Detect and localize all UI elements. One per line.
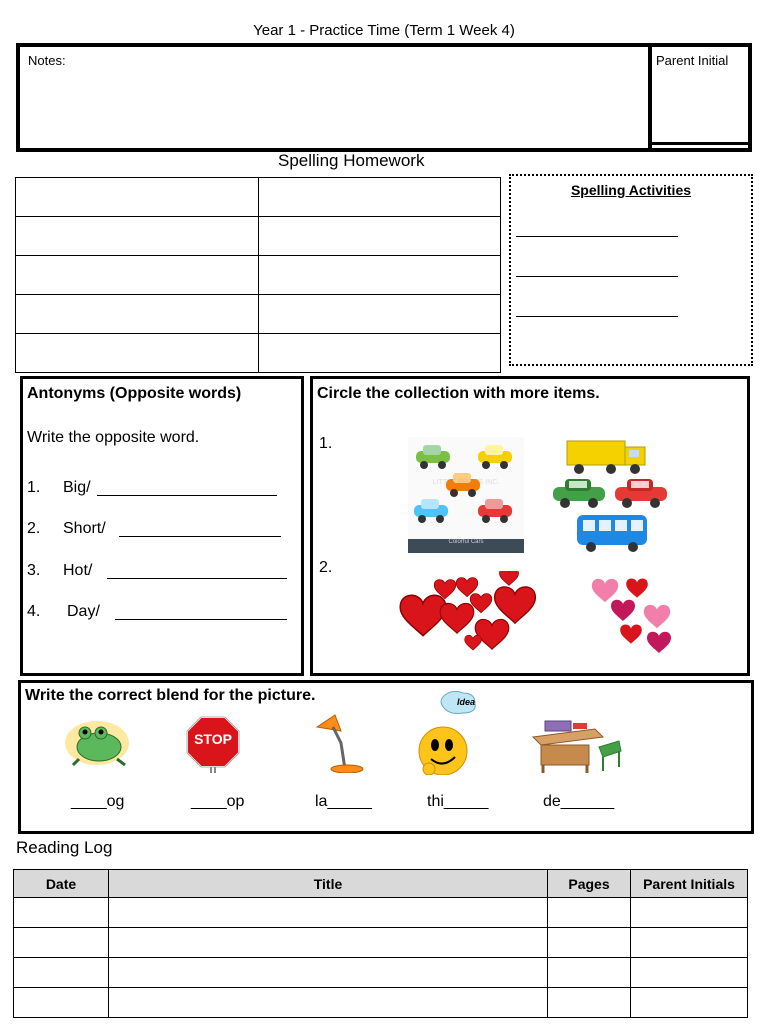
car-icon xyxy=(478,445,512,469)
antonym-answer-line[interactable] xyxy=(107,578,287,579)
cars-caption: Colorful Cars xyxy=(448,539,484,545)
column-header-parent-initials: Parent Initials xyxy=(631,870,748,898)
antonym-number: 1. xyxy=(27,479,41,496)
log-cell[interactable] xyxy=(548,928,631,958)
circle-title: Circle the collection with more items. xyxy=(317,385,600,402)
heart-icon xyxy=(495,587,536,623)
reading-log-title: Reading Log xyxy=(16,838,113,857)
parent-initial-label: Parent Initial xyxy=(656,53,729,68)
stop-sign-text: STOP xyxy=(194,731,232,747)
heart-icon xyxy=(400,595,446,635)
heart-icon xyxy=(499,571,518,585)
antonyms-instruction: Write the opposite word. xyxy=(27,429,200,446)
heart-icon xyxy=(626,579,648,598)
antonym-answer-line[interactable] xyxy=(115,619,287,620)
hearts-collection-small[interactable] xyxy=(589,574,679,659)
log-cell[interactable] xyxy=(631,898,748,928)
spelling-cell[interactable] xyxy=(16,295,259,334)
heart-icon xyxy=(620,625,642,644)
activity-line[interactable] xyxy=(516,236,678,237)
antonym-word: Day/ xyxy=(67,603,100,620)
heart-icon xyxy=(644,605,670,628)
heart-icon xyxy=(440,603,474,633)
spelling-cell[interactable] xyxy=(16,256,259,295)
table-row xyxy=(16,178,501,217)
table-row xyxy=(16,217,501,256)
spelling-cell[interactable] xyxy=(258,178,501,217)
antonym-answer-line[interactable] xyxy=(119,536,281,537)
question-number: 1. xyxy=(319,435,333,452)
table-row xyxy=(16,256,501,295)
bus-icon xyxy=(577,515,647,552)
spelling-cell[interactable] xyxy=(258,295,501,334)
table-row xyxy=(14,928,748,958)
spelling-cell[interactable] xyxy=(258,334,501,373)
table-row xyxy=(16,334,501,373)
vehicles-image xyxy=(551,437,679,555)
cars-collection-five[interactable] xyxy=(408,437,524,553)
column-header-pages: Pages xyxy=(548,870,631,898)
log-cell[interactable] xyxy=(109,928,548,958)
question-number: 2. xyxy=(319,559,333,576)
antonym-word: Short/ xyxy=(63,520,106,537)
log-cell[interactable] xyxy=(548,958,631,988)
circle-collection-box xyxy=(310,376,750,676)
antonym-answer-line[interactable] xyxy=(97,495,277,496)
car-icon xyxy=(478,499,512,523)
hearts-image xyxy=(397,571,547,663)
lamp-icon xyxy=(311,713,371,773)
column-header-title: Title xyxy=(109,870,548,898)
blend-title: Write the correct blend for the picture. xyxy=(25,687,316,704)
idea-bubble-text: Idea xyxy=(457,697,476,707)
notes-label: Notes: xyxy=(28,53,66,68)
spelling-table xyxy=(15,177,501,373)
hearts-image xyxy=(589,574,679,659)
log-cell[interactable] xyxy=(109,898,548,928)
table-row xyxy=(16,295,501,334)
antonym-number: 2. xyxy=(27,520,41,537)
car-icon xyxy=(416,445,450,469)
table-row xyxy=(14,988,748,1018)
spelling-cell[interactable] xyxy=(258,217,501,256)
car-icon xyxy=(615,479,667,508)
blend-answer-lamp[interactable]: la_____ xyxy=(315,793,372,810)
blend-box xyxy=(18,680,754,834)
frog-icon xyxy=(63,717,133,769)
blend-answer-think[interactable]: thi_____ xyxy=(427,793,489,810)
heart-icon xyxy=(465,635,482,650)
heart-icon xyxy=(592,579,618,602)
antonym-number: 4. xyxy=(27,603,41,620)
cars-collection-four[interactable] xyxy=(551,437,679,555)
blend-answer-frog[interactable]: ____og xyxy=(71,793,125,810)
antonyms-box xyxy=(20,376,304,676)
log-cell[interactable] xyxy=(548,988,631,1018)
notes-box[interactable] xyxy=(16,43,752,152)
reading-log-table xyxy=(13,869,748,1018)
log-cell[interactable] xyxy=(14,958,109,988)
spelling-title: Spelling Homework xyxy=(278,151,425,170)
log-cell[interactable] xyxy=(109,988,548,1018)
table-row xyxy=(14,898,748,928)
log-cell[interactable] xyxy=(631,928,748,958)
antonym-number: 3. xyxy=(27,562,41,579)
column-header-date: Date xyxy=(14,870,109,898)
hearts-collection-large[interactable] xyxy=(397,571,547,663)
spelling-cell[interactable] xyxy=(16,334,259,373)
antonyms-title: Antonyms (Opposite words) xyxy=(27,385,242,402)
activity-line[interactable] xyxy=(516,316,678,317)
desk-icon xyxy=(529,715,625,773)
spelling-cell[interactable] xyxy=(16,217,259,256)
spelling-activities-title: Spelling Activities xyxy=(570,182,692,198)
spelling-cell[interactable] xyxy=(16,178,259,217)
log-cell[interactable] xyxy=(109,958,548,988)
table-header-row xyxy=(14,870,748,898)
log-cell[interactable] xyxy=(14,988,109,1018)
heart-icon xyxy=(475,619,509,649)
heart-icon xyxy=(647,632,671,653)
log-cell[interactable] xyxy=(631,958,748,988)
heart-icon xyxy=(611,600,635,621)
log-cell[interactable] xyxy=(548,898,631,928)
antonym-word: Big/ xyxy=(63,479,91,496)
antonym-word: Hot/ xyxy=(63,562,93,579)
car-icon xyxy=(414,499,448,523)
log-cell[interactable] xyxy=(631,988,748,1018)
activity-line[interactable] xyxy=(516,276,678,277)
spelling-activities-box xyxy=(509,174,753,366)
log-cell[interactable] xyxy=(14,928,109,958)
car-icon xyxy=(553,479,605,508)
page-title: Year 1 - Practice Time (Term 1 Week 4) xyxy=(253,22,515,39)
table-row xyxy=(14,958,748,988)
watermark: LITTLE PRINTS INC. xyxy=(432,479,500,486)
spelling-cell[interactable] xyxy=(258,256,501,295)
blend-answer-desk[interactable]: de______ xyxy=(543,793,615,810)
cars-image xyxy=(408,437,524,553)
truck-icon xyxy=(567,441,645,474)
blend-answer-stop[interactable]: ____op xyxy=(191,793,245,810)
log-cell[interactable] xyxy=(14,898,109,928)
